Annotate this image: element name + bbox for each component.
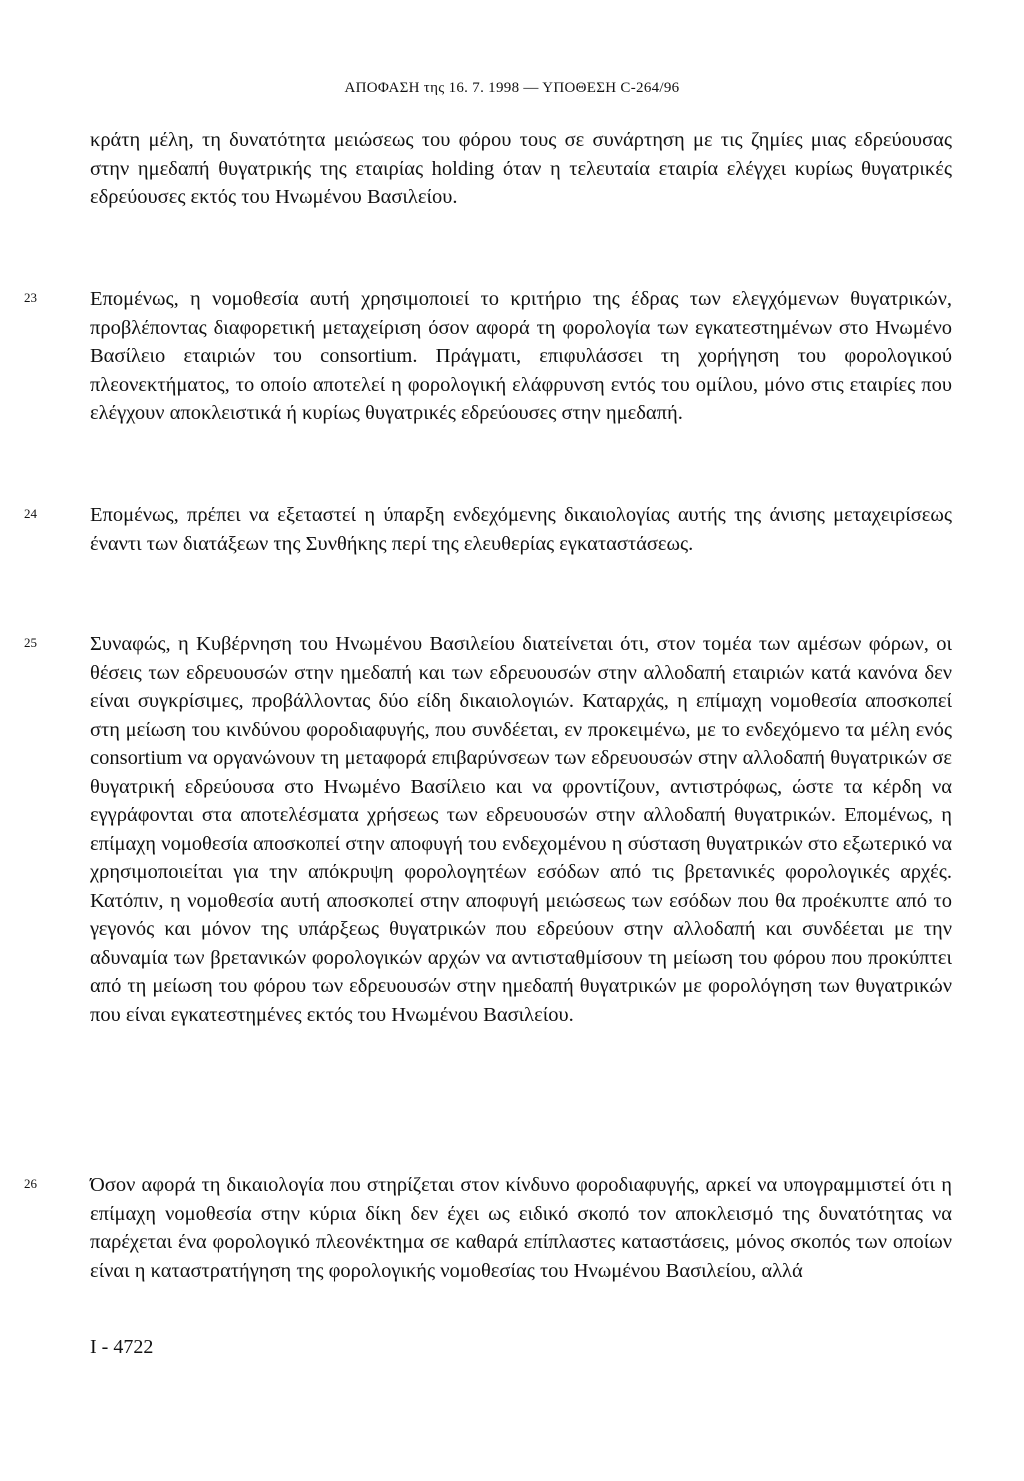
- paragraph-text: Συναφώς, η Κυβέρνηση του Ηνωμένου Βασιλείου διατείνεται ότι, στον τομέα των αμέσων φόρων, οι θέσεις των εδρευουσών στην ημεδαπή και των εδρευουσών στην αλλοδαπή εταιριών κατά κανόνα δεν είναι συγκρίσιμες, προβάλλοντας δύο είδη δικαιολογιών. Καταρχάς, η επίμαχη νομοθεσία αποσκοπεί στη μείωση του κινδύνου φοροδιαφυγής, που συνδέεται, εν προκειμένω, με το ενδεχόμενο τα μέλη ενός consortium να οργανώνουν τη μεταφορά επιβαρύνσεων των εδρευουσών στην αλλοδαπή θυγατρικών σε θυγατρική εδρεύουσα στο Ηνωμένο Βασίλειο και να φροντίζουν, αντιστρόφως, ώστε τα κέρδη να εγγράφονται στα αποτελέσματα χρήσεως των εδρευουσών στην αλλοδαπή θυγατρικών. Επομένως, η επίμαχη νομοθεσία αποσκοπεί στην αποφυγή του ενδεχομένου η σύσταση θυγατρικών στο εξωτερικό να χρησιμοποιείται για την απόκρυψη φορολογητέων εσόδων από τις βρετανικές φορολογικές αρχές. Κατόπιν, η νομοθεσία αυτή αποσκοπεί στην αποφυγή μειώσεως των εσόδων που θα προέκυπτε από το γεγονός και μόνον της υπάρξεως θυγατρικών που εδρεύουν στην αλλοδαπή και συνδέεται με την αδυναμία των βρετανικών φορολογικών αρχών να αντισταθμίσουν τη μείωση του φόρου που προκύπτει από τη μείωση του φόρου των εδρευουσών στην ημεδαπή θυγατρικών με φορολόγηση των θυγατρικών που είναι εγκατεστημένες εκτός του Ηνωμένου Βασιλείου.: [90, 633, 952, 1026]
- paragraph-23: [24, 285, 952, 428]
- page-number: I - 4722: [90, 1336, 154, 1358]
- paragraph-number: 25: [24, 635, 37, 650]
- paragraph-number: 23: [24, 290, 37, 305]
- paragraph-text: Επομένως, η νομοθεσία αυτή χρησιμοποιεί το κριτήριο της έδρας των ελεγχόμενων θυγατρικών, προβλέποντας διαφορετική μεταχείριση όσον αφορά τη φορολογία των εγκατεστημένων στο Ηνωμένο Βασίλειο εταιριών του consortium. Πράγματι, επιφυλάσσει τη χορήγηση του φορολογικού πλεονεκτήματος, το οποίο αποτελεί η φορολογική ελάφρυνση εντός του ομίλου, μόνο στις εταιρίες που ελέγχουν αποκλειστικά ή κυρίως θυγατρικές εδρεύουσες στην ημεδαπή.: [90, 288, 952, 424]
- page-header: ΑΠΟΦΑΣΗ της 16. 7. 1998 — ΥΠΟΘΕΣΗ C-264/96: [344, 80, 680, 96]
- paragraph-number: 26: [24, 1176, 37, 1191]
- paragraph-26: [24, 1171, 952, 1285]
- paragraph-25: [24, 630, 952, 1029]
- intro-text: κράτη μέλη, τη δυνατότητα μειώσεως του φόρου τους σε συνάρτηση με τις ζημίες μιας εδρεύουσας στην ημεδαπή θυγατρικής της εταιρίας holding όταν η τελευταία εταιρία ελέγχει κυρίως θυγατρικές εδρεύουσες εκτός του Ηνωμένου Βασιλείου.: [90, 129, 952, 208]
- paragraph-text: Όσον αφορά τη δικαιολογία που στηρίζεται στον κίνδυνο φοροδιαφυγής, αρκεί να υπογραμμιστεί ότι η επίμαχη νομοθεσία στην κύρια δίκη δεν έχει ως ειδικό σκοπό τον αποκλεισμό της δυνατότητας να παρέχεται ένα φορολογικό πλεονέκτημα σε καθαρά επίπλαστες καταστάσεις, μόνος σκοπός των οποίων είναι η καταστρατήγηση της φορολογικής νομοθεσίας του Ηνωμένου Βασιλείου, αλλά: [90, 1174, 952, 1282]
- intro-paragraph: [90, 126, 952, 212]
- paragraph-number: 24: [24, 506, 37, 521]
- paragraph-24: [24, 501, 952, 558]
- paragraph-text: Επομένως, πρέπει να εξεταστεί η ύπαρξη ενδεχόμενης δικαιολογίας αυτής της άνισης μεταχειρίσεως έναντι των διατάξεων της Συνθήκης περί της ελευθερίας εγκαταστάσεως.: [90, 504, 952, 555]
